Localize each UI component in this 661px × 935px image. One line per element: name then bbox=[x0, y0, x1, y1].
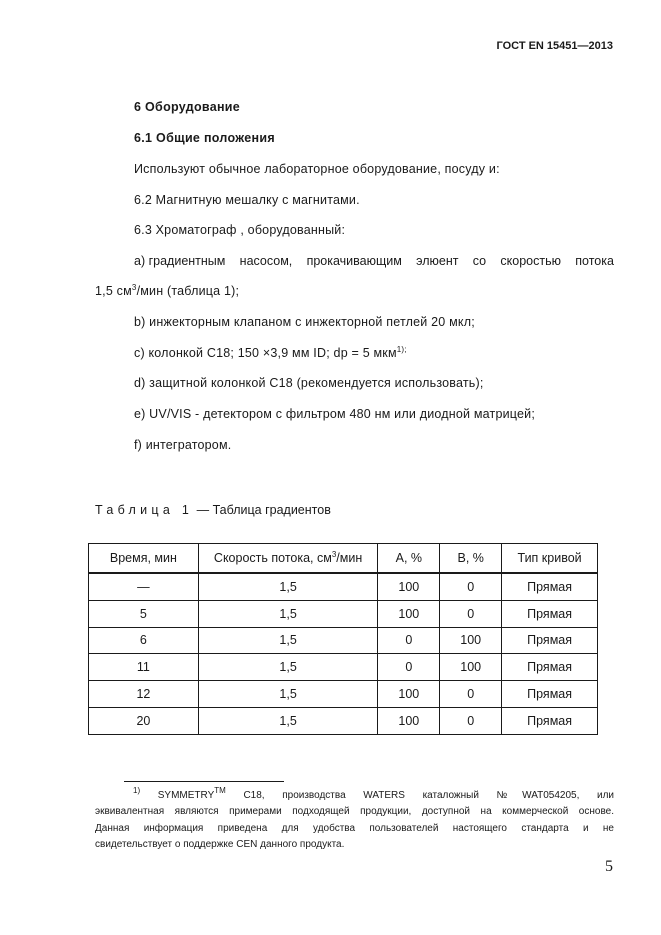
table-row bbox=[89, 573, 598, 600]
table-row bbox=[89, 681, 598, 708]
footnote-line-4: свидетельствует о поддержке CEN данного продукта. bbox=[95, 838, 345, 850]
table-row bbox=[89, 627, 598, 654]
subsection-title: 6.1 Общие положения bbox=[134, 131, 275, 145]
table-cell: 0 bbox=[440, 600, 502, 627]
table-caption: Таблица 1 — Таблица градиентов bbox=[95, 503, 331, 517]
table-cell: 1,5 bbox=[198, 654, 378, 681]
table-cell: Прямая bbox=[502, 627, 598, 654]
table-cell: — bbox=[89, 573, 199, 600]
footnote-divider bbox=[124, 781, 284, 782]
item-c: с) колонкой С18; 150 ×3,9 мм ID; dp = 5 мкм$^{1);}$ bbox=[134, 345, 407, 360]
table-cell: 6 bbox=[89, 627, 199, 654]
table-cell: 0 bbox=[440, 681, 502, 708]
table-cell: 1,5 bbox=[198, 573, 378, 600]
item-a-word: со bbox=[472, 254, 487, 268]
table-cell: 0 bbox=[440, 573, 502, 600]
item-a-word: элюент bbox=[416, 254, 459, 268]
table-cell: 1,5 bbox=[198, 600, 378, 627]
header-b: В, % bbox=[440, 544, 502, 574]
table-cell: 0 bbox=[440, 707, 502, 734]
table-cell: 1,5 bbox=[198, 681, 378, 708]
footnote-line-1: $^{1)}$ SYMMETRY™ С18, производства WATERS каталожный №WAT054205, или bbox=[133, 786, 615, 801]
gradient-table bbox=[88, 543, 598, 735]
table-cell: 11 bbox=[89, 654, 199, 681]
table-cell: Прямая bbox=[502, 707, 598, 734]
intro-paragraph: Используют обычное лабораторное оборудование, посуду и: bbox=[134, 162, 500, 176]
item-a-word: потока bbox=[575, 254, 614, 268]
table-row bbox=[89, 654, 598, 681]
item-a-word: а) градиентным bbox=[134, 254, 226, 268]
table-cell: 5 bbox=[89, 600, 199, 627]
item-6-2: 6.2 Магнитную мешалку с магнитами. bbox=[134, 193, 360, 207]
table-cell: 100 bbox=[378, 681, 440, 708]
table-cell: 12 bbox=[89, 681, 199, 708]
item-f: f) интегратором. bbox=[134, 438, 232, 452]
footnote-line-2: эквивалентная являются примерами подходящей продукции, доступной на коммерческой основе. bbox=[95, 806, 614, 818]
document-header: ГОСТ EN 15451—2013 bbox=[496, 40, 613, 52]
header-time: Время, мин bbox=[89, 544, 199, 574]
item-a-word: прокачивающим bbox=[306, 254, 402, 268]
table-cell: 100 bbox=[440, 654, 502, 681]
table-cell: 1,5 bbox=[198, 707, 378, 734]
page-number: 5 bbox=[605, 858, 613, 875]
item-d: d) защитной колонкой С18 (рекомендуется использовать); bbox=[134, 376, 484, 390]
table-row bbox=[89, 600, 598, 627]
table-cell: 1,5 bbox=[198, 627, 378, 654]
table-cell: 100 bbox=[378, 573, 440, 600]
item-a-word: насосом, bbox=[239, 254, 293, 268]
header-curve: Тип кривой bbox=[502, 544, 598, 574]
header-flow: Скорость потока, $см^3$/мин bbox=[198, 544, 378, 574]
footnote bbox=[95, 788, 614, 853]
item-b: b) инжекторным клапаном с инжекторной петлей 20 мкл; bbox=[134, 315, 475, 329]
table-cell: Прямая bbox=[502, 654, 598, 681]
table-row bbox=[89, 707, 598, 734]
table-cell: Прямая bbox=[502, 573, 598, 600]
table-cell: Прямая bbox=[502, 600, 598, 627]
item-a bbox=[134, 254, 614, 268]
table-cell: 100 bbox=[440, 627, 502, 654]
table-cell: 0 bbox=[378, 654, 440, 681]
table-header-row bbox=[89, 544, 598, 574]
item-6-3: 6.3 Хроматограф , оборудованный: bbox=[134, 223, 346, 237]
item-a-word: скоростью bbox=[500, 254, 561, 268]
table-cell: 0 bbox=[378, 627, 440, 654]
table-cell: Прямая bbox=[502, 681, 598, 708]
table-cell: 20 bbox=[89, 707, 199, 734]
header-a: А, % bbox=[378, 544, 440, 574]
item-a-continuation: 1,5 $см^3$/мин (таблица 1); bbox=[95, 283, 240, 298]
item-e: е) UV/VIS - детектором с фильтром 480 нм или диодной матрицей; bbox=[134, 407, 536, 421]
table-cell: 100 bbox=[378, 600, 440, 627]
section-title: 6 Оборудование bbox=[134, 100, 241, 114]
footnote-line-3: Данная информация приведена для удобства пользователей настоящего стандарта и не bbox=[95, 822, 614, 834]
table-cell: 100 bbox=[378, 707, 440, 734]
